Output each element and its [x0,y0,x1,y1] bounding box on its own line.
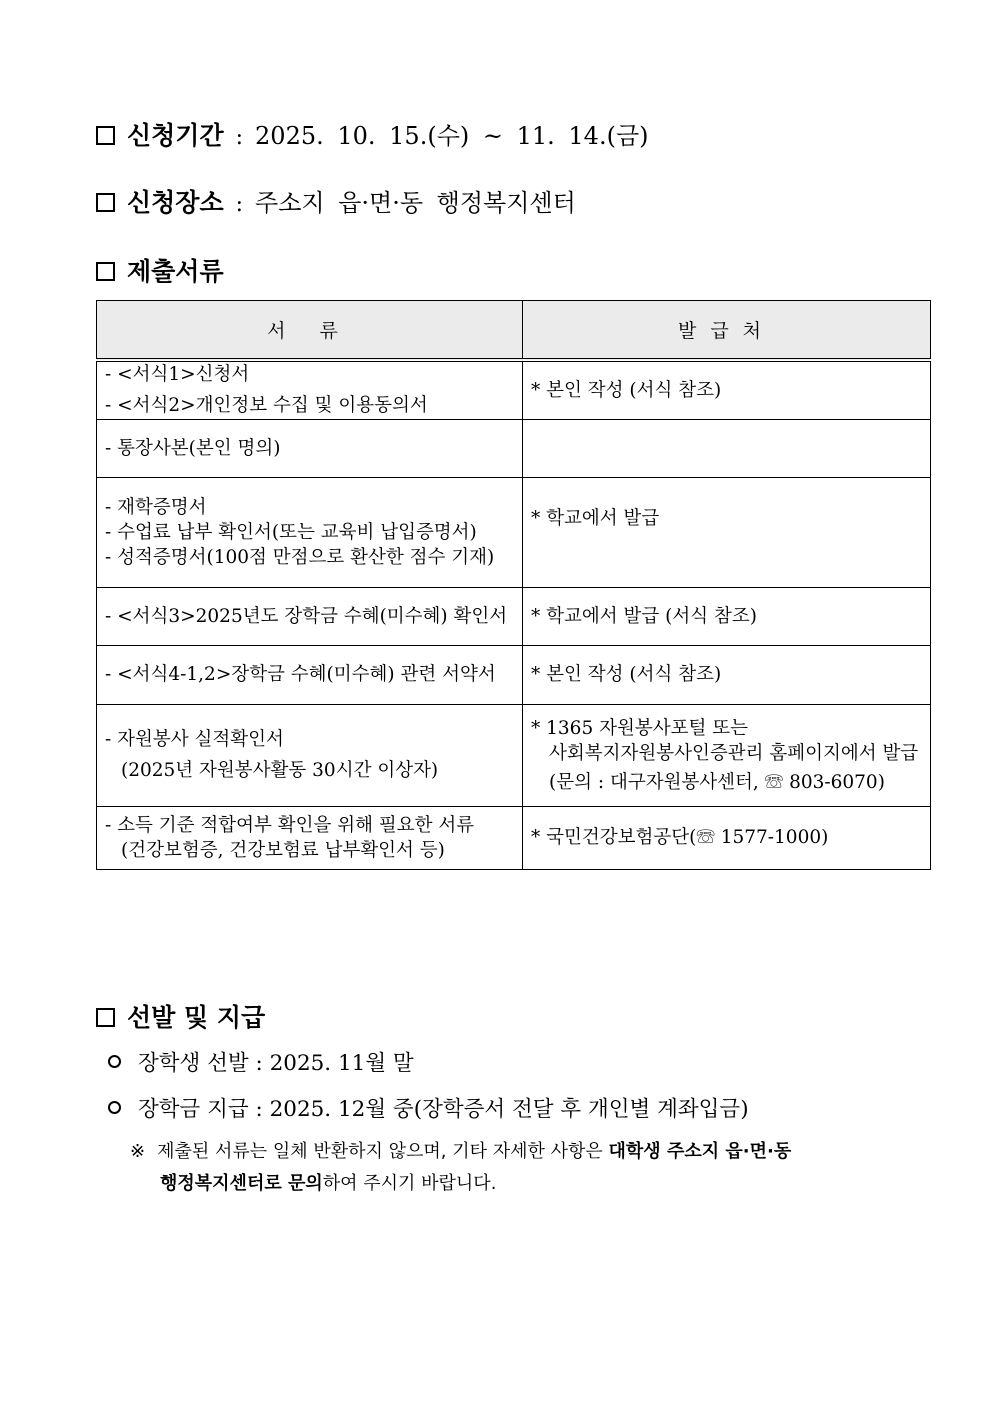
issuer-cell [523,419,931,477]
documents-cell [97,477,523,587]
issuer-item: * 학교에서 발급 [531,507,660,529]
document-item: - 성적증명서(100점 만점으로 환산한 점수 기재) [105,546,495,568]
list-item [108,1046,414,1077]
checkbox-square-icon [96,126,115,145]
documents-cell [97,587,523,645]
issuer-item: * 국민건강보험공단(☏ 1577-1000) [531,827,829,848]
table-row [97,477,931,587]
document-item: - 재학증명서 [105,496,207,518]
notice-part: 하여 주시기 바랍니다. [322,1173,497,1194]
section-title: 선발 및 지급 [127,1003,266,1032]
table-row [97,704,931,806]
document-item: - <서식3>2025년도 장학금 수혜(미수혜) 확인서 [105,605,508,627]
notice-part: 제출된 서류는 일체 반환하지 않으며, 기타 자세한 사항은 [157,1141,609,1162]
table-row [97,419,931,477]
application-period-value: 2025. 10. 15.(수) ~ 11. 14.(금) [255,122,649,150]
documents-cell [97,645,523,704]
application-place-value: 주소지 읍·면·동 행정복지센터 [255,189,576,217]
document-item: - 수업료 납부 확인서(또는 교육비 납입증명서) [105,521,477,543]
selection-date: 장학생 선발 : 2025. 11월 말 [138,1051,414,1076]
issuer-item: * 본인 작성 (서식 참조) [531,379,722,401]
issuer-item: * 본인 작성 (서식 참조) [531,664,722,685]
section-title: 신청장소 [127,188,224,217]
documents-cell [97,360,523,419]
checkbox-square-icon [96,1008,115,1027]
checkbox-square-icon [96,193,115,212]
reference-mark-icon: ※ [130,1141,146,1162]
header-documents: 서 류 [97,301,523,361]
payment-date: 장학금 지급 : 2025. 12월 중(장학증서 전달 후 개인별 계좌입금) [138,1097,749,1122]
issuer-item: * 학교에서 발급 (서식 참조) [531,605,757,627]
issuer-cell [523,806,931,869]
document-item: - 자원봉사 실적확인서 [105,729,284,750]
documents-cell [97,806,523,869]
list-item [108,1092,749,1123]
notice-text [130,1136,910,1200]
separator: : [235,125,244,150]
notice-emphasis: 행정복지센터로 문의 [160,1173,323,1194]
header-issuer: 발급처 [523,301,931,361]
section-application-place [96,183,576,219]
section-application-period [96,116,649,152]
document-item: (건강보험증, 건강보험료 납부확인서 등) [121,839,445,861]
issuer-cell [523,645,931,704]
circle-bullet-icon [108,1055,121,1068]
table-row [97,587,931,645]
notice-emphasis: 대학생 주소지 읍·면·동 [608,1141,792,1162]
table-row [97,806,931,869]
issuer-cell [523,704,931,806]
document-item: - 소득 기준 적합여부 확인을 위해 필요한 서류 [105,814,475,836]
issuer-cell [523,477,931,587]
section-selection-payment [96,998,265,1034]
issuer-item: (문의 : 대구자원봉사센터, ☏ 803-6070) [549,771,885,793]
section-title: 신청기간 [127,121,224,150]
separator: : [235,192,244,217]
circle-bullet-icon [108,1101,121,1114]
checkbox-square-icon [96,262,115,281]
document-item: (2025년 자원봉사활동 30시간 이상자) [121,760,439,781]
document-item: - <서식2>개인정보 수집 및 이용동의서 [105,395,428,417]
issuer-item: 사회복지자원봉사인증관리 홈페이지에서 발급 [549,742,919,764]
section-documents [96,252,224,288]
section-title: 제출서류 [127,257,224,286]
documents-table [96,300,931,870]
issuer-item: * 1365 자원봉사포털 또는 [531,717,748,739]
issuer-cell [523,360,931,419]
document-item: - <서식1>신청서 [105,364,250,386]
issuer-cell [523,587,931,645]
table-header-row [97,301,931,361]
documents-cell [97,704,523,806]
document-item: - 통장사본(본인 명의) [105,437,281,459]
document-item: - <서식4-1,2>장학금 수혜(미수혜) 관련 서약서 [105,664,496,685]
table-row [97,360,931,419]
table-row [97,645,931,704]
documents-cell [97,419,523,477]
